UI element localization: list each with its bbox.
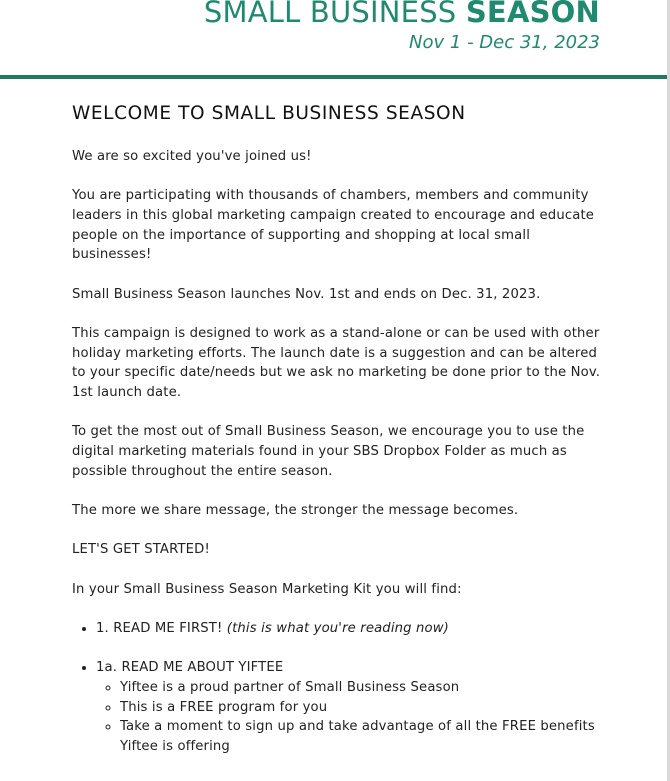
read-me-yiftee-label: 1a. READ ME ABOUT YIFTEE [96,660,284,676]
welcome-heading: WELCOME TO SMALL BUSINESS SEASON [72,103,466,124]
sublist-item: ◦ This is a FREE program for you [120,698,612,718]
kit-list-second [72,658,612,757]
campaign-dates: Nov 1 - Dec 31, 2023 [409,32,600,53]
paragraph-kit-intro: In your Small Business Season Marketing Kit you will find: [72,581,462,597]
paragraph-campaign-design: This campaign is designed to work as a stand-alone or can be used with other holiday marketing efforts. The launch date is a suggestion and can be altered to your specific date/needs but we ask no marketing be done prior to the Nov. 1st launch date. [72,326,601,401]
paragraph-materials: To get the most out of Small Business Season, we encourage you to use the digital marketing materials found in your SBS Dropbox Folder as much as possible throughout the entire season. [72,424,585,479]
sublist-item: ◦ Yiftee is a proud partner of Small Business Season [120,678,612,698]
read-me-first-label: 1. READ ME FIRST! [96,621,223,636]
paragraph-launch-dates: Small Business Season launches Nov. 1st and ends on Dec. 31, 2023. [72,286,541,302]
campaign-title-light: SMALL BUSINESS [203,0,457,29]
document-body [72,100,612,776]
sublist-item: ◦ Take a moment to sign up and take advantage of all the FREE benefits Yiftee is offering [120,717,612,756]
campaign-title [204,0,600,32]
paragraph-participation: You are participating with thousands of chambers, members and community leaders in this global marketing campaign created to encourage and educate people on the importance of supporting and shopping at local small businesses! [72,188,595,263]
kit-list-first [72,619,612,639]
paragraph-intro: We are so excited you've joined us! [72,149,312,164]
yiftee-sublist [96,678,612,757]
list-item-read-me-first [96,619,612,639]
page-header [0,0,670,76]
list-item-read-me-yiftee [96,658,612,757]
campaign-title-bold: SEASON [465,0,600,29]
header-divider [0,75,667,79]
read-me-first-note: (this is what you're reading now) [226,621,449,636]
paragraph-get-started: LET'S GET STARTED! [72,542,210,558]
paragraph-share: The more we share message, the stronger the message becomes. [72,503,519,519]
